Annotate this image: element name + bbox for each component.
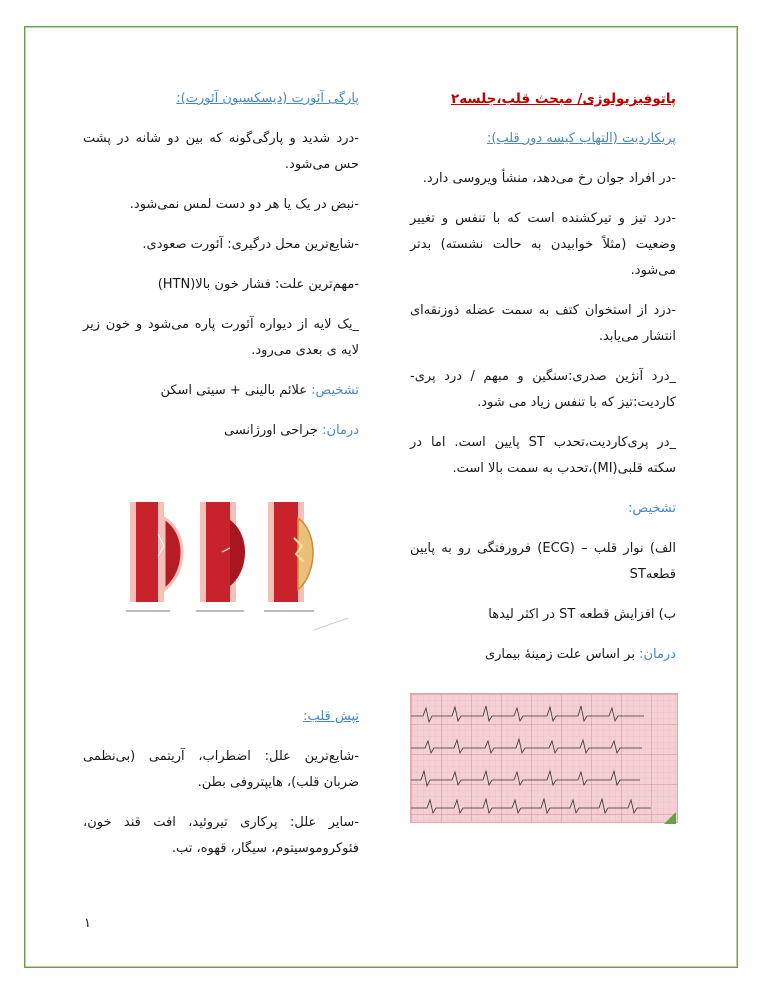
dissection-diagnosis bbox=[83, 378, 359, 404]
pericarditis-diagnosis-a: الف) نوار قلب – (ECG) فرورفتگی رو به پایین قطعهST bbox=[410, 541, 676, 582]
pericarditis-treatment bbox=[410, 642, 676, 668]
dissection-point-3: -شایع‌ترین محل درگیری: آئورت صعودی. bbox=[142, 237, 359, 252]
palpitation-point-1: -شایع‌ترین علل: اضطراب، آریتمی (بی‌نظمی ضربان قلب)، هایپتروفی بطن. bbox=[83, 749, 359, 790]
pericarditis-point-1: -در افراد جوان رخ می‌دهد، منشأ ویروسی دارد. bbox=[422, 171, 676, 186]
dissection-treatment bbox=[83, 418, 359, 444]
dissection-heading: پارگی آئورت (دیسکسیون آئورت): bbox=[176, 91, 359, 106]
dissection-point-4: -مهم‌ترین علت: فشار خون بالا(HTN) bbox=[157, 277, 359, 292]
aorta-vessel-2 bbox=[200, 502, 245, 602]
page-number: ۱ bbox=[84, 916, 91, 931]
ecg-corner-mark bbox=[664, 812, 676, 824]
pericarditis-point-5: _در پری‌کاردیت،تحدب ST پایین است. اما در سکته قلبی(MI)،تحدب به سمت بالا است. bbox=[410, 435, 676, 476]
pericarditis-heading: پریکاردیت (التهاب کیسه دور قلب): bbox=[486, 131, 676, 146]
aorta-vessel-1 bbox=[130, 502, 182, 602]
dissection-point-1: -درد شدید و پارگی‌گونه که بین دو شانه در پشت حس می‌شود. bbox=[83, 131, 359, 172]
aorta-vessel-3 bbox=[268, 502, 313, 602]
dissection-diagnosis-label: تشخیص: bbox=[311, 383, 359, 398]
dissection-treatment-label: درمان: bbox=[322, 423, 359, 438]
pericarditis-treatment-text: بر اساس علت زمینهٔ بیماری bbox=[484, 647, 640, 662]
right-column bbox=[410, 86, 676, 682]
palpitation-heading: تپش قلب: bbox=[303, 709, 359, 724]
dissection-point-5: _یک لایه از دیواره آئورت پاره می‌شود و خون زیر لایه ی بعدی می‌رود. bbox=[83, 317, 359, 358]
dissection-point-2: -نبض در یک یا هر دو دست لمس نمی‌شود. bbox=[129, 197, 359, 212]
pericarditis-diagnosis-b: ب) افزایش قطعه ST در اکثر لیدها bbox=[488, 607, 676, 622]
page-title: پاتوفیزیولوژی/ مبحث قلب،جلسه۲ bbox=[450, 91, 676, 107]
pericarditis-point-4: _درد آنژین صدری:سنگین و مبهم / درد پری-کاردیت:تیز که با تنفس زیاد می شود. bbox=[410, 369, 676, 410]
pericarditis-point-2: -درد تیز و تیرکشنده است که با تنفس و تغییر وضعیت (مثلاً خوابیدن به حالت نشسته) بدتر می‌شود. bbox=[410, 211, 676, 278]
dissection-diagnosis-text: علائم بالینی + سیتی اسکن bbox=[160, 383, 312, 398]
palpitation-point-2: -سایر علل: پرکاری تیروئید، افت قند خون، فئوکروموسیتوم، سیگار، قهوه، تب. bbox=[83, 815, 359, 856]
left-column bbox=[83, 86, 359, 876]
dissection-treatment-text: جراحی اورژانسی bbox=[224, 423, 323, 438]
pericarditis-treatment-label: درمان: bbox=[639, 647, 676, 662]
ecg-strip-image bbox=[410, 693, 678, 823]
pericarditis-point-3: -درد از استخوان کتف به سمت عضله ذوزنقه‌ای انتشار می‌یابد. bbox=[410, 303, 676, 344]
aorta-dissection-illustration bbox=[118, 494, 348, 634]
pericarditis-diagnosis-label: تشخیص: bbox=[628, 501, 676, 516]
